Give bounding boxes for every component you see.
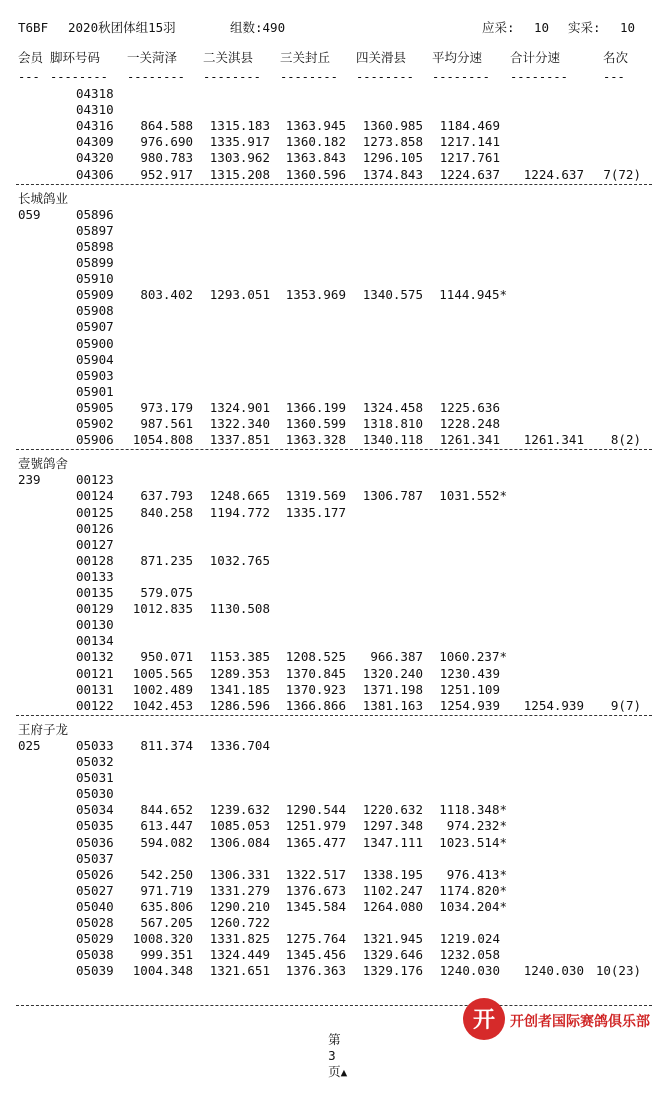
stage4-speed: 1329.646	[362, 947, 423, 963]
club-logo	[462, 994, 662, 1044]
ring-number: 05901	[76, 383, 114, 399]
average-speed: 1232.058	[439, 947, 500, 963]
stage2-speed: 1337.851	[209, 432, 270, 448]
stage1-speed: 976.690	[140, 134, 193, 150]
stage2-speed: 1335.917	[209, 134, 270, 150]
ring-number: 05898	[76, 238, 114, 254]
stage3-speed: 1208.525	[285, 649, 346, 665]
average-speed: 1224.637	[439, 166, 500, 182]
stage2-speed: 1260.722	[209, 915, 270, 930]
ring-number: 05910	[76, 271, 114, 287]
page-indicator	[298, 1016, 347, 1097]
stage3-speed: 1370.845	[285, 665, 346, 681]
stage4-speed: 1338.195	[362, 866, 423, 882]
stage1-speed: 635.806	[140, 898, 193, 914]
stage3-speed: 1275.764	[285, 931, 346, 947]
average-speed: 1228.248	[439, 416, 500, 431]
stage4-speed: 1371.198	[362, 681, 423, 697]
ring-number: 04309	[76, 134, 114, 150]
ring-number: 05028	[76, 915, 114, 930]
ring-number: 00127	[76, 536, 114, 552]
stage1-speed: 613.447	[140, 818, 193, 834]
stage2-speed: 1085.053	[209, 818, 270, 834]
member-id: 239	[18, 472, 41, 488]
ring-number: 05909	[76, 287, 114, 303]
ring-number: 05906	[76, 432, 114, 448]
average-speed: 976.413*	[446, 866, 507, 882]
stage1-speed: 803.402	[140, 287, 193, 303]
stage3-speed: 1360.182	[285, 134, 346, 150]
stage1-speed: 871.235	[140, 552, 193, 568]
stage2-speed: 1341.185	[209, 681, 270, 697]
ring-number: 00122	[76, 697, 114, 713]
stage1-speed: 864.588	[140, 118, 193, 134]
ring-number: 00133	[76, 568, 114, 584]
page-suffix: 页	[328, 1064, 341, 1079]
rank: 9(7)	[610, 697, 641, 713]
stage1-speed: 1005.565	[132, 665, 193, 681]
ring-number: 05033	[76, 737, 114, 753]
stage3-speed: 1345.456	[285, 947, 346, 963]
total-speed: 1254.939	[523, 697, 584, 713]
stage2-speed: 1303.962	[209, 150, 270, 166]
col-average: 平均分速	[432, 50, 483, 65]
ring-number: 05900	[76, 335, 114, 351]
stage4-speed: 1306.787	[362, 488, 423, 504]
ring-number: 05904	[76, 351, 114, 367]
total-speed: 1224.637	[523, 166, 584, 182]
actual-value: 10	[620, 20, 636, 35]
report-code: T6BF	[18, 20, 49, 35]
ring-number: 05905	[76, 399, 114, 415]
average-speed: 1261.341	[439, 432, 500, 448]
ring-number: 05027	[76, 882, 114, 898]
rule-stage2: --------	[203, 70, 261, 84]
col-stage1: 一关菏泽	[127, 50, 178, 65]
group-separator	[16, 184, 652, 185]
expected-value: 10	[534, 20, 550, 35]
ring-number: 04316	[76, 118, 114, 134]
rule-average: --------	[432, 70, 490, 84]
stage2-speed: 1239.632	[209, 802, 270, 818]
stage2-speed: 1289.353	[209, 665, 270, 681]
stage4-speed: 1321.945	[362, 931, 423, 947]
stage3-speed: 1370.923	[285, 681, 346, 697]
stage3-speed: 1322.517	[285, 866, 346, 882]
stage2-speed: 1336.704	[209, 737, 270, 753]
stage2-speed: 1321.651	[209, 963, 270, 979]
ring-number: 05896	[76, 206, 114, 222]
ring-number: 05908	[76, 303, 114, 319]
stage1-speed: 971.719	[140, 882, 193, 898]
stage1-speed: 579.075	[140, 585, 193, 600]
ring-number: 05897	[76, 222, 114, 238]
stage2-speed: 1248.665	[209, 488, 270, 504]
average-speed: 1174.820*	[439, 882, 507, 898]
average-speed: 1034.204*	[439, 898, 507, 914]
ring-number: 05035	[76, 818, 114, 834]
stage2-speed: 1032.765	[209, 552, 270, 568]
stage4-speed: 1329.176	[362, 963, 423, 979]
stage1-speed: 1004.348	[132, 963, 193, 979]
stage1-speed: 950.071	[140, 649, 193, 665]
rule-stage3: --------	[280, 70, 338, 84]
stage3-speed: 1363.945	[285, 118, 346, 134]
stage4-speed: 1297.348	[362, 818, 423, 834]
stage4-speed: 1318.810	[362, 416, 423, 431]
member-id: 025	[18, 737, 41, 753]
stage1-speed: 811.374	[140, 737, 193, 753]
average-speed: 1060.237*	[439, 649, 507, 665]
stage2-speed: 1306.331	[209, 866, 270, 882]
seal-mark: 开	[472, 1008, 496, 1033]
stage1-speed: 973.179	[140, 399, 193, 415]
stage2-speed: 1324.901	[209, 399, 270, 415]
stage3-speed: 1335.177	[285, 504, 346, 520]
stage2-speed: 1322.340	[209, 416, 270, 431]
stage2-speed: 1153.385	[209, 649, 270, 665]
ring-number: 05903	[76, 367, 114, 383]
rank: 10(23)	[595, 963, 641, 979]
ring-number: 05902	[76, 416, 114, 431]
stage3-speed: 1251.979	[285, 818, 346, 834]
stage3-speed: 1376.673	[285, 882, 346, 898]
ring-number: 00134	[76, 633, 114, 649]
ring-number: 05029	[76, 931, 114, 947]
ring-number: 00123	[76, 472, 114, 488]
group-name: 王府子龙	[18, 721, 69, 737]
stage1-speed: 844.652	[140, 802, 193, 818]
stage4-speed: 1324.458	[362, 399, 423, 415]
ring-number: 04318	[76, 86, 114, 101]
average-speed: 1230.439	[439, 665, 500, 681]
stage3-speed: 1345.584	[285, 898, 346, 914]
ring-number: 05030	[76, 786, 114, 802]
ring-number: 00121	[76, 665, 114, 681]
up-arrow-icon[interactable]: ▲	[340, 1066, 348, 1079]
stage4-speed: 1264.080	[362, 898, 423, 914]
rank: 7(72)	[603, 166, 641, 182]
average-speed: 974.232*	[446, 818, 507, 834]
ring-number: 00131	[76, 681, 114, 697]
stage2-speed: 1331.825	[209, 931, 270, 947]
ring-number: 05039	[76, 963, 114, 979]
total-speed: 1240.030	[523, 963, 584, 979]
stage1-speed: 840.258	[140, 504, 193, 520]
ring-number: 05038	[76, 947, 114, 963]
ring-number: 00128	[76, 552, 114, 568]
ring-number: 00129	[76, 601, 114, 617]
group-separator	[16, 715, 652, 716]
stage4-speed: 1320.240	[362, 665, 423, 681]
stage1-speed: 999.351	[140, 947, 193, 963]
group-name: 壹號鸽舍	[18, 456, 69, 472]
stage1-speed: 952.917	[140, 166, 193, 182]
stage1-speed: 1012.835	[132, 601, 193, 617]
average-speed: 1144.945*	[439, 287, 507, 303]
club-name: 开创者国际赛鸽俱乐部	[510, 1014, 650, 1030]
stage4-speed: 1273.858	[362, 134, 423, 150]
expected-label: 应采:	[482, 20, 515, 35]
stage3-speed: 1290.544	[285, 802, 346, 818]
actual-label: 实采:	[568, 20, 601, 35]
stage4-speed: 1347.111	[362, 834, 423, 850]
rule-stage1: --------	[127, 70, 185, 84]
ring-number: 05036	[76, 834, 114, 850]
ring-number: 00130	[76, 617, 114, 633]
stage2-speed: 1324.449	[209, 947, 270, 963]
average-speed: 1184.469	[439, 118, 500, 134]
col-total: 合计分速	[510, 50, 561, 65]
stage1-speed: 567.205	[140, 915, 193, 930]
ring-number: 05899	[76, 255, 114, 270]
stage4-speed: 1340.575	[362, 287, 423, 303]
rule-rank: ---	[603, 70, 625, 84]
ring-number: 05031	[76, 770, 114, 786]
stage2-speed: 1315.183	[209, 118, 270, 134]
rule-total: --------	[510, 70, 568, 84]
ring-number: 04310	[76, 102, 114, 118]
rule-stage4: --------	[356, 70, 414, 84]
rule-ring: --------	[50, 70, 108, 84]
group-separator	[16, 449, 652, 450]
stage4-speed: 1340.118	[362, 432, 423, 448]
race-title: 2020秋团体组15羽	[68, 20, 176, 35]
stage3-speed: 1360.596	[285, 166, 346, 182]
average-speed: 1251.109	[439, 681, 500, 697]
ring-number: 05037	[76, 850, 114, 866]
member-id: 059	[18, 206, 41, 222]
stage3-speed: 1353.969	[285, 287, 346, 303]
col-stage3: 三关封丘	[280, 50, 331, 65]
ring-number: 05907	[76, 319, 114, 335]
average-speed: 1225.636	[439, 399, 500, 415]
stage1-speed: 542.250	[140, 866, 193, 882]
average-speed: 1023.514*	[439, 834, 507, 850]
average-speed: 1217.761	[439, 150, 500, 166]
stage1-speed: 1054.808	[132, 432, 193, 448]
stage2-speed: 1286.596	[209, 697, 270, 713]
stage3-speed: 1365.477	[285, 834, 346, 850]
stage3-speed: 1366.866	[285, 697, 346, 713]
stage1-speed: 637.793	[140, 488, 193, 504]
ring-number: 00135	[76, 585, 114, 600]
stage2-speed: 1130.508	[209, 601, 270, 617]
stage2-speed: 1306.084	[209, 834, 270, 850]
col-ring: 脚环号码	[50, 50, 101, 65]
ring-number: 04320	[76, 150, 114, 166]
total-speed: 1261.341	[523, 432, 584, 448]
ring-number: 05026	[76, 866, 114, 882]
col-stage2: 二关淇县	[203, 50, 254, 65]
average-speed: 1254.939	[439, 697, 500, 713]
stage4-speed: 966.387	[370, 649, 423, 665]
stage2-speed: 1290.210	[209, 898, 270, 914]
average-speed: 1031.552*	[439, 488, 507, 504]
rule-member: ---	[18, 70, 40, 84]
stage4-speed: 1220.632	[362, 802, 423, 818]
stage1-speed: 987.561	[140, 416, 193, 431]
stage1-speed: 594.082	[140, 834, 193, 850]
average-speed: 1219.024	[439, 931, 500, 947]
average-speed: 1240.030	[439, 963, 500, 979]
rank: 8(2)	[610, 432, 641, 448]
col-member: 会员	[18, 50, 44, 65]
stage2-speed: 1331.279	[209, 882, 270, 898]
ring-number: 04306	[76, 166, 114, 182]
stage4-speed: 1360.985	[362, 118, 423, 134]
stage3-speed: 1319.569	[285, 488, 346, 504]
stage1-speed: 1002.489	[132, 681, 193, 697]
group-name: 长城鸽业	[18, 190, 69, 206]
stage4-speed: 1381.163	[362, 697, 423, 713]
stage2-speed: 1293.051	[209, 287, 270, 303]
stage2-speed: 1194.772	[209, 504, 270, 520]
club-logo-graphic	[462, 994, 662, 1044]
average-speed: 1118.348*	[439, 802, 507, 818]
stage3-speed: 1360.599	[285, 416, 346, 431]
stage4-speed: 1102.247	[362, 882, 423, 898]
ring-number: 00132	[76, 649, 114, 665]
stage4-speed: 1296.105	[362, 150, 423, 166]
ring-number: 05034	[76, 802, 114, 818]
stage1-speed: 1042.453	[132, 697, 193, 713]
ring-number: 00126	[76, 520, 114, 536]
stage3-speed: 1363.843	[285, 150, 346, 166]
average-speed: 1217.141	[439, 134, 500, 150]
ring-number: 00124	[76, 488, 114, 504]
col-rank: 名次	[603, 50, 629, 65]
stage3-speed: 1376.363	[285, 963, 346, 979]
page-prefix: 第	[328, 1032, 341, 1047]
stage4-speed: 1374.843	[362, 166, 423, 182]
ring-number: 00125	[76, 504, 114, 520]
stage1-speed: 980.783	[140, 150, 193, 166]
ring-number: 05032	[76, 754, 114, 769]
stage1-speed: 1008.320	[132, 931, 193, 947]
ring-number: 05040	[76, 898, 114, 914]
col-stage4: 四关滑县	[356, 50, 407, 65]
stage3-speed: 1366.199	[285, 399, 346, 415]
stage2-speed: 1315.208	[209, 166, 270, 182]
stage3-speed: 1363.328	[285, 432, 346, 448]
page-number: 3	[328, 1048, 336, 1063]
groups-count: 组数:490	[230, 20, 286, 35]
